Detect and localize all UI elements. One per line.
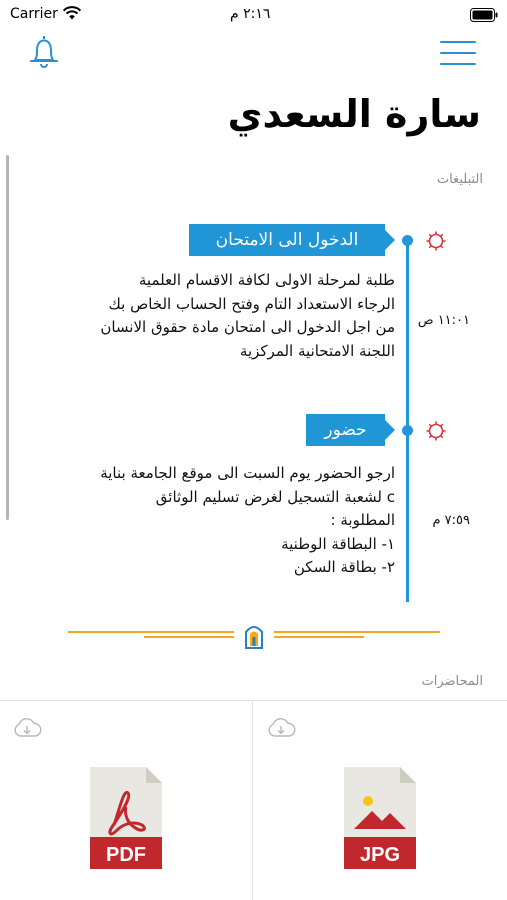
cloud-download-icon[interactable] — [266, 717, 296, 739]
timeline-line — [406, 238, 409, 602]
svg-text:JPG: JPG — [359, 844, 401, 866]
jpg-file-icon — [344, 767, 416, 869]
notification-time: ١١:٠١ ص — [417, 313, 470, 328]
status-time: ٢:١٦ م — [230, 6, 271, 22]
lecture-file-card-jpg[interactable] — [254, 701, 507, 900]
bell-icon[interactable] — [27, 33, 61, 71]
wifi-icon — [62, 5, 82, 21]
lectures-section-label: المحاضرات — [421, 674, 483, 689]
carrier-label: Carrier — [10, 6, 58, 22]
timeline-dot — [402, 235, 413, 246]
battery-icon — [470, 8, 498, 22]
user-name-title: سارة السعدي — [227, 92, 481, 136]
menu-icon — [440, 41, 476, 43]
university-logo-icon — [246, 627, 262, 648]
lectures-grid — [0, 700, 507, 900]
svg-text:PDF: PDF — [106, 844, 146, 866]
status-bar — [0, 0, 507, 30]
gear-icon — [424, 419, 448, 443]
gear-icon — [424, 229, 448, 253]
notification-title-tag[interactable]: الدخول الى الامتحان — [189, 224, 385, 256]
pdf-file-icon — [90, 767, 162, 869]
lecture-file-card-pdf[interactable] — [0, 701, 253, 900]
notification-body: طلبة لمرحلة الاولى لكافة الاقسام العلمية الرجاء الاستعداد التام وفتح الحساب الخاص بك من اجل الدخول الى امتحان مادة حقوق الانسان اللجنة الامتحانية المركزية — [100, 271, 395, 360]
ornamental-divider — [68, 620, 440, 650]
timeline-dot — [402, 425, 413, 436]
notification-title-tag[interactable]: حضور — [306, 414, 385, 446]
scrollbar[interactable] — [6, 155, 9, 520]
cloud-download-icon[interactable] — [12, 717, 42, 739]
notification-body: ارجو الحضور يوم السبت الى موقع الجامعة بناية c لشعبة التسجيل لغرض تسليم الوثائق المطلوبة : ١- البطاقة الوطنية ٢- بطاقة السكن — [100, 464, 395, 576]
menu-button[interactable] — [440, 39, 476, 67]
notification-time: ٧:٥٩ م — [432, 513, 470, 528]
notifications-section-label: التبليغات — [436, 172, 483, 187]
